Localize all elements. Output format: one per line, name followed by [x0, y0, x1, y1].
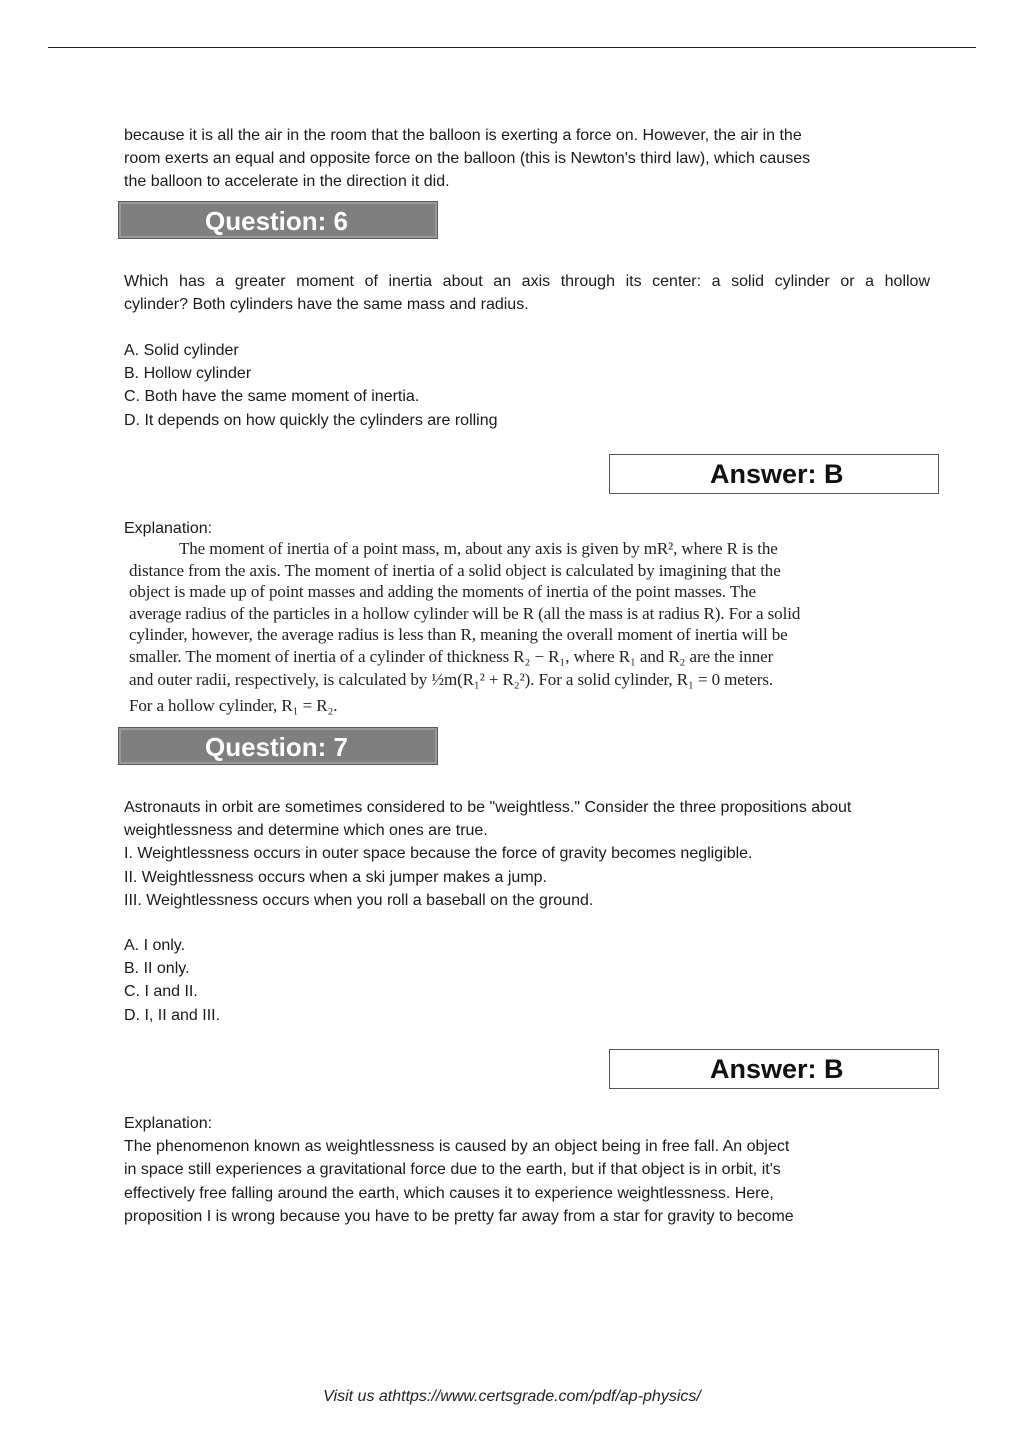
text-line: For a hollow cylinder, R₁ = R₂. — [129, 695, 338, 715]
text-line: average radius of the particles in a hollow cylinder will be R (all the mass is at radius R). For a solid — [129, 603, 801, 623]
question-6-explanation-label: Explanation: — [124, 520, 213, 537]
text-line: The moment of inertia of a point mass, m, about any axis is given by mR², where R is the — [179, 539, 778, 558]
proposition-1: I. Weightlessness occurs in outer space because the force of gravity becomes negligible. — [124, 845, 753, 863]
text-line: the balloon to accelerate in the direction it did. — [124, 173, 450, 191]
option-b: B. Hollow cylinder — [124, 365, 252, 383]
text-line: cylinder? Both cylinders have the same mass and radius. — [124, 296, 529, 314]
question-7-banner — [118, 727, 438, 765]
question-6-answer-box — [609, 454, 939, 494]
question-7-options — [124, 934, 930, 1027]
text-line: effectively free falling around the earth, which causes it to experience weightlessness. Here, — [124, 1184, 774, 1202]
text-line: in space still experiences a gravitational force due to the earth, but if that object is in orbit, it's — [124, 1161, 781, 1179]
option-d: D. I, II and III. — [124, 1006, 221, 1024]
text-line: Which has a greater moment of inertia about an axis through its center: a solid cylinder or a hollow — [124, 273, 930, 290]
text-line: The phenomenon known as weightlessness is caused by an object being in free fall. An object — [124, 1138, 790, 1156]
proposition-2: II. Weightlessness occurs when a ski jumper makes a jump. — [124, 868, 547, 886]
text-line: cylinder, however, the average radius is less than R, meaning the overall moment of inertia will be — [129, 625, 788, 644]
question-6-explanation-image — [129, 538, 899, 716]
previous-explanation-continuation — [124, 124, 930, 194]
question-7-explanation — [124, 1112, 930, 1228]
question-6-text — [124, 270, 930, 316]
proposition-3: III. Weightlessness occurs when you roll a baseball on the ground. — [124, 891, 594, 909]
text-line: because it is all the air in the room that the balloon is exerting a force on. However, the air in the — [124, 127, 802, 144]
text-line: proposition I is wrong because you have to be pretty far away from a star for gravity to become — [124, 1207, 794, 1225]
option-a: A. I only. — [124, 937, 186, 954]
text-line: Astronauts in orbit are sometimes considered to be "weightless." Consider the three propositions about — [124, 799, 852, 816]
text-line: object is made up of point masses and adding the moments of inertia of the point masses. The — [129, 582, 756, 601]
footer-link-text: Visit us athttps://www.certsgrade.com/pdf/ap-physics/ — [323, 1388, 701, 1405]
text-line: weightlessness and determine which ones are true. — [124, 822, 488, 840]
text-line: distance from the axis. The moment of inertia of a solid object is calculated by imagining that the — [129, 560, 781, 580]
text-line: room exerts an equal and opposite force on the balloon (this is Newton's third law), which causes — [124, 150, 811, 168]
header-rule — [48, 47, 976, 48]
option-c: C. Both have the same moment of inertia. — [124, 388, 420, 406]
text-line: smaller. The moment of inertia of a cylinder of thickness R₂ − R₁, where R₁ and R₂ are the inner — [129, 646, 774, 666]
question-6-banner — [118, 201, 438, 239]
option-d: D. It depends on how quickly the cylinders are rolling — [124, 411, 498, 429]
option-a: A. Solid cylinder — [124, 342, 239, 359]
question-7-answer: Answer: B — [710, 1054, 844, 1084]
explanation-label: Explanation: — [124, 1115, 213, 1132]
question-6-heading: Question: 6 — [205, 206, 349, 236]
question-6-options — [124, 339, 930, 432]
question-6-answer: Answer: B — [710, 459, 844, 489]
question-7-answer-box — [609, 1049, 939, 1089]
question-7-text — [124, 796, 930, 912]
text-line: and outer radii, respectively, is calculated by ½m(R₁² + R₂²). For a solid cylinder, R₁ = 0 meters. — [129, 670, 774, 689]
option-b: B. II only. — [124, 960, 190, 978]
question-7-heading: Question: 7 — [205, 732, 349, 762]
option-c: C. I and II. — [124, 983, 198, 1001]
